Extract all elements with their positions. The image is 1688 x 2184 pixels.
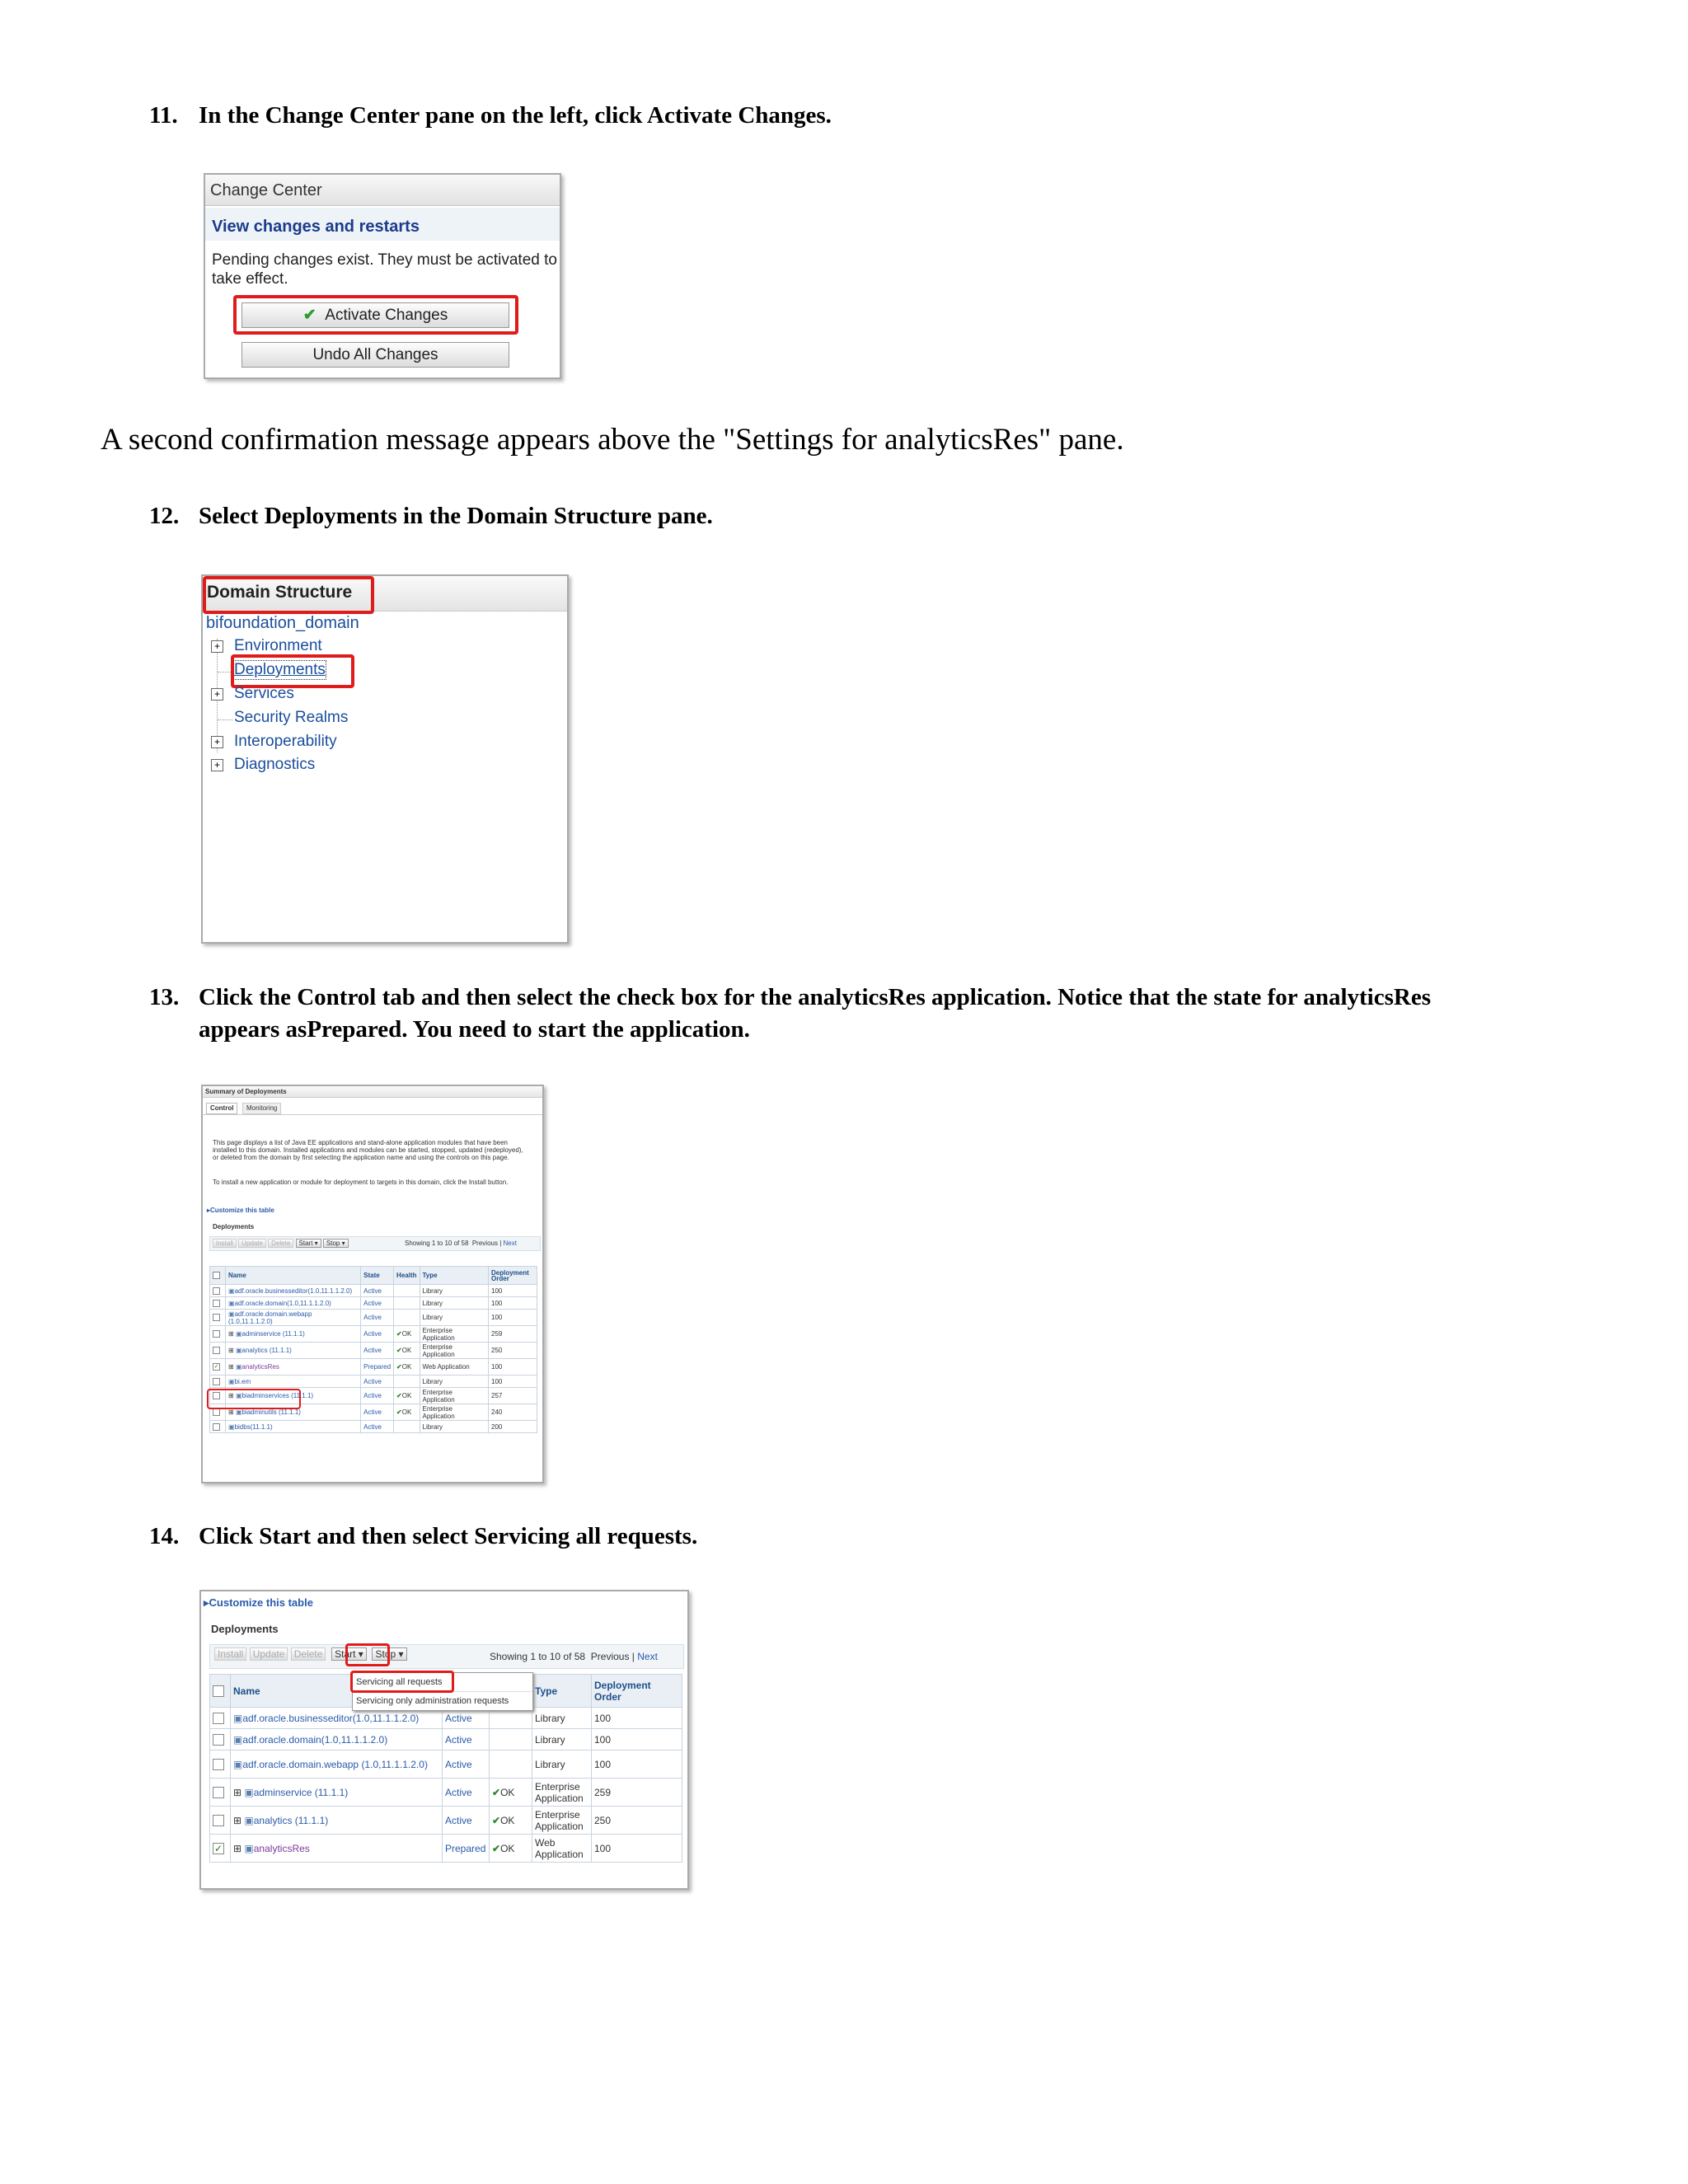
- expand-icon[interactable]: ⊞: [233, 1814, 242, 1826]
- stop-button[interactable]: Stop ▾: [323, 1239, 349, 1248]
- row-checkbox[interactable]: [213, 1347, 220, 1354]
- app-icon: ▣: [228, 1286, 235, 1295]
- previous-link[interactable]: Previous: [471, 1240, 498, 1247]
- app-name-link[interactable]: adf.oracle.businesseditor(1.0,11.1.1.2.0): [234, 1286, 353, 1295]
- checkmark-icon: ✔: [396, 1330, 402, 1338]
- checkmark-icon: ✔: [396, 1363, 402, 1371]
- column-deployment-order[interactable]: Deployment Order: [489, 1267, 537, 1285]
- menu-servicing-all[interactable]: Servicing all requests: [356, 1677, 443, 1687]
- row-checkbox[interactable]: [213, 1423, 220, 1431]
- column-deployment-order[interactable]: Deployment Order: [592, 1675, 682, 1708]
- row-checkbox[interactable]: [213, 1330, 220, 1338]
- app-order: 100: [491, 1377, 503, 1385]
- app-name-link[interactable]: adf.oracle.domain.webapp (1.0,11.1.1.2.0): [242, 1758, 428, 1770]
- app-name-link[interactable]: analyticsRes: [241, 1363, 279, 1371]
- expand-icon[interactable]: +: [211, 640, 223, 653]
- app-order: 100: [594, 1733, 612, 1746]
- tree-interoperability[interactable]: Interoperability: [234, 733, 337, 750]
- app-icon: ▣: [244, 1842, 254, 1854]
- app-type: Library: [422, 1299, 443, 1307]
- row-checkbox[interactable]: [213, 1787, 224, 1798]
- highlight-box: [231, 654, 354, 688]
- showing-count: Showing 1 to 10 of 58: [405, 1240, 469, 1247]
- expand-icon[interactable]: ⊞: [228, 1363, 234, 1371]
- app-health: OK: [500, 1786, 515, 1798]
- app-icon: ▣: [235, 1392, 242, 1399]
- app-name-link[interactable]: adf.oracle.domain(1.0,11.1.1.2.0): [242, 1733, 388, 1746]
- app-icon: ▣: [235, 1408, 242, 1416]
- app-state: Active: [445, 1758, 472, 1770]
- next-link[interactable]: Next: [503, 1240, 517, 1247]
- tab-monitoring[interactable]: Monitoring: [242, 1103, 281, 1114]
- expand-icon[interactable]: ⊞: [228, 1392, 234, 1399]
- app-name-link[interactable]: adminservice (11.1.1): [241, 1330, 305, 1338]
- row-checkbox[interactable]: [213, 1378, 220, 1385]
- next-link[interactable]: Next: [637, 1651, 658, 1662]
- column-health[interactable]: Health: [394, 1267, 420, 1285]
- app-order: 100: [491, 1299, 503, 1307]
- checkmark-icon: ✔: [492, 1814, 501, 1826]
- column-name[interactable]: Name: [231, 1675, 443, 1708]
- highlight-box: [203, 576, 374, 614]
- deployments-heading: Deployments: [213, 1223, 255, 1230]
- summary-deployments-panel: Summary of Deployments Control Monitoring This page displays a list of Java EE applications and stand-alone application modules that have been installed to this domain. Installed applications and modules can be started, stopped, updated (redeployed), or deleted from the domain by first selecting the application name and using the controls on this page. To install a new application or module for deployment to targets in this domain, click the Install button. ▸Customize this table Deployments Install Update Delete Start ▾ Stop ▾ Showing 1 to 10 of 58 Previous | Next Name State Health Type Deployment Order ▣adf.oracle.businesseditor(1.0,11.1.1.2.0) Active Library 100 ▣adf.oracle.domain(1.0,11.1.1.2.0) Active Library 100 ▣adf.oracle.domain.webapp (1.0,11.1.1.2.0) Active Library 100 ⊞ ▣adminservice (11.1.1) Active ✔OK Enterprise Application 259 ⊞ ▣analytics (11.1.1) Active ✔OK Enterprise Application 250 ✓ ⊞ ▣analyticsRes Prepared ✔OK Web Application 100 ▣bi.em Active Library 100 ⊞ ▣biadminservices (11.1.1) Active ✔OK Enterprise Application 257 ⊞ ▣biadminutils (11.1.1) Active ✔OK Enterprise Application 240 ▣bidbs(11.1.1) Active Library 200: [201, 1085, 544, 1483]
- checkmark-icon: ✔: [396, 1392, 402, 1399]
- app-icon: ▣: [233, 1712, 243, 1724]
- table-row: [210, 1310, 537, 1326]
- app-order: 259: [491, 1330, 503, 1338]
- customize-table-link[interactable]: ▸Customize this table: [207, 1207, 274, 1214]
- triangle-icon: ▸: [204, 1596, 209, 1609]
- app-order: 100: [594, 1758, 612, 1770]
- app-order: 257: [491, 1392, 503, 1399]
- row-checkbox[interactable]: [213, 1815, 224, 1826]
- column-state[interactable]: State: [361, 1267, 394, 1285]
- checkmark-icon: ✔: [492, 1786, 501, 1798]
- undo-all-changes-button[interactable]: Undo All Changes: [241, 342, 509, 368]
- app-type: Enterprise Application: [535, 1808, 584, 1832]
- start-button[interactable]: Start ▾: [296, 1239, 321, 1248]
- app-name-link[interactable]: adf.oracle.businesseditor(1.0,11.1.1.2.0): [242, 1712, 420, 1724]
- domain-structure-title: Domain Structure: [207, 583, 353, 602]
- app-state: Prepared: [363, 1363, 392, 1371]
- expand-icon[interactable]: ⊞: [233, 1786, 242, 1798]
- table-row: [210, 1750, 682, 1779]
- activate-changes-button[interactable]: ✔ Activate Changes: [241, 302, 509, 328]
- change-center-panel: [204, 173, 561, 379]
- change-center-title: Change Center: [205, 175, 560, 206]
- menu-servicing-admin[interactable]: Servicing only administration requests: [353, 1691, 532, 1710]
- app-health: OK: [500, 1842, 515, 1854]
- app-type: Library: [535, 1758, 565, 1770]
- row-checkbox[interactable]: [213, 1734, 224, 1746]
- app-state: Active: [445, 1786, 472, 1798]
- tab-control[interactable]: Control: [206, 1103, 237, 1114]
- confirmation-paragraph: A second confirmation message appears above the "Settings for analyticsRes" pane.: [101, 423, 1124, 457]
- app-order: 100: [594, 1842, 612, 1854]
- customize-table-link[interactable]: ▸Customize this table: [204, 1596, 313, 1609]
- table-row: [210, 1359, 537, 1376]
- expand-icon[interactable]: ⊞: [233, 1842, 242, 1854]
- row-checkbox[interactable]: [213, 1300, 220, 1307]
- table-row: [210, 1285, 537, 1297]
- highlight-box: [207, 1389, 301, 1409]
- select-all-checkbox[interactable]: [213, 1685, 224, 1697]
- table-row: [210, 1297, 537, 1310]
- app-icon: ▣: [235, 1330, 242, 1338]
- app-state: Active: [363, 1392, 382, 1399]
- app-name-link[interactable]: biadminservices (11.1.1): [241, 1392, 314, 1399]
- triangle-icon: ▸: [207, 1207, 211, 1214]
- app-icon: ▣: [228, 1310, 235, 1318]
- app-type: Enterprise Application: [422, 1343, 455, 1358]
- app-order: 100: [491, 1363, 503, 1371]
- tree-environment[interactable]: Environment: [234, 637, 322, 654]
- app-order: 240: [491, 1408, 503, 1416]
- table-row: [210, 1835, 682, 1863]
- app-health: OK: [401, 1392, 412, 1399]
- step-11: 11. In the Change Center pane on the left, click Activate Changes.: [149, 102, 832, 129]
- checkmark-icon: ✔: [396, 1347, 402, 1354]
- app-order: 100: [594, 1712, 612, 1724]
- app-health: OK: [500, 1814, 515, 1826]
- step-14: 14. Click Start and then select Servicing all requests.: [149, 1523, 698, 1549]
- expand-icon[interactable]: +: [211, 759, 223, 771]
- app-name-link[interactable]: bidbs(11.1.1): [234, 1422, 273, 1431]
- app-type: Library: [422, 1422, 443, 1431]
- start-button[interactable]: Start ▾: [331, 1647, 367, 1661]
- app-icon: ▣: [244, 1786, 254, 1798]
- tree-deployments[interactable]: Deployments: [234, 661, 326, 678]
- app-name-link[interactable]: analytics (11.1.1): [253, 1814, 329, 1826]
- app-health: OK: [401, 1330, 412, 1338]
- tree-security-realms[interactable]: Security Realms: [234, 709, 349, 726]
- app-type: Enterprise Application: [422, 1388, 455, 1404]
- pending-message: Pending changes exist. They must be activated to take effect.: [212, 251, 557, 288]
- app-icon: ▣: [228, 1422, 235, 1431]
- app-state: Active: [363, 1422, 382, 1431]
- table-row: [210, 1343, 537, 1359]
- app-type: Library: [422, 1314, 443, 1321]
- highlight-box: [350, 1671, 454, 1693]
- expand-icon[interactable]: +: [211, 688, 223, 701]
- app-state: Active: [363, 1377, 382, 1385]
- app-icon: ▣: [228, 1299, 235, 1307]
- update-button[interactable]: Update: [238, 1239, 266, 1248]
- column-type[interactable]: Type: [420, 1267, 489, 1285]
- app-name-link[interactable]: adf.oracle.domain(1.0,11.1.1.2.0): [234, 1299, 331, 1307]
- install-button[interactable]: Install: [213, 1239, 237, 1248]
- app-state: Active: [445, 1733, 472, 1746]
- app-order: 250: [594, 1814, 612, 1826]
- app-order: 259: [594, 1786, 612, 1798]
- app-health: OK: [401, 1347, 412, 1354]
- app-order: 250: [491, 1347, 503, 1354]
- start-menu-panel: ▸Customize this table Deployments Install Update Delete Start ▾ Stop ▾ Showing 1 to 10 of 58 Previous | Next Name Type Deployment Order ▣adf.oracle.businesseditor(1.0,11.1.1.2.0) Active Library 100 ▣adf.oracle.domain(1.0,11.1.1.2.0) Active Library 100 ▣adf.oracle.domain.webapp (1.0,11.1.1.2.0) Active Library 100 ⊞ ▣adminservice (11.1.1) Active ✔OK Enterprise Application 259 ⊞ ▣analytics (11.1.1) Active ✔OK Enterprise Application 250 ✓ ⊞ ▣analyticsRes Prepared ✔OK Web Application 100 Servicing all requests Servicing only administration requests: [199, 1590, 689, 1890]
- app-order: 100: [491, 1286, 503, 1295]
- view-changes-link[interactable]: View changes and restarts: [212, 218, 420, 236]
- table-row: [210, 1326, 537, 1343]
- app-state: Prepared: [445, 1842, 486, 1854]
- app-order: 100: [491, 1314, 503, 1321]
- app-type: Enterprise Application: [535, 1780, 584, 1804]
- row-checkbox[interactable]: [213, 1314, 220, 1321]
- app-name-link[interactable]: biadminutils (11.1.1): [241, 1408, 301, 1416]
- app-icon: ▣: [235, 1363, 242, 1371]
- install-button[interactable]: Install: [214, 1647, 246, 1661]
- app-state: Active: [363, 1299, 382, 1307]
- app-icon: ▣: [244, 1814, 254, 1826]
- expand-icon[interactable]: ⊞: [228, 1347, 234, 1354]
- app-name-link[interactable]: bi.em: [234, 1377, 251, 1385]
- column-name[interactable]: Name: [226, 1267, 361, 1285]
- app-icon: ▣: [228, 1377, 235, 1385]
- row-checkbox[interactable]: [213, 1408, 220, 1416]
- expand-icon[interactable]: ⊞: [228, 1408, 234, 1416]
- step-12: 12. Select Deployments in the Domain Structure pane.: [149, 503, 713, 529]
- table-row: [210, 1376, 537, 1388]
- checkmark-icon: ✔: [396, 1408, 402, 1416]
- app-state: Active: [363, 1314, 382, 1321]
- summary-description: This page displays a list of Java EE applications and stand-alone application modules that have been installed to this domain. Installed applications and modules can be started, stopped, updated (redeployed), or deleted from the domain by first selecting the application name and using the controls on this page.: [213, 1139, 523, 1161]
- row-checkbox[interactable]: [213, 1287, 220, 1295]
- app-icon: ▣: [235, 1347, 242, 1354]
- previous-link[interactable]: Previous: [590, 1651, 630, 1662]
- checkmark-icon: ✔: [492, 1842, 501, 1854]
- app-name-link[interactable]: analytics (11.1.1): [241, 1347, 292, 1354]
- highlight-box: [345, 1643, 390, 1666]
- app-name-link[interactable]: analyticsRes: [253, 1842, 310, 1854]
- app-type: Web Application: [422, 1363, 470, 1371]
- row-checkbox[interactable]: [213, 1759, 224, 1770]
- app-type: Enterprise Application: [422, 1404, 455, 1420]
- app-state: Active: [445, 1712, 472, 1724]
- delete-button[interactable]: Delete: [268, 1239, 293, 1248]
- row-checkbox[interactable]: ✓: [213, 1842, 223, 1854]
- table-row: [210, 1421, 537, 1433]
- deployments-heading: Deployments: [211, 1623, 279, 1635]
- showing-count: Showing 1 to 10 of 58: [490, 1651, 586, 1662]
- row-checkbox[interactable]: ✓: [213, 1364, 219, 1371]
- domain-structure-panel: [201, 574, 569, 944]
- tree-diagnostics[interactable]: Diagnostics: [234, 756, 316, 773]
- row-checkbox[interactable]: [213, 1713, 224, 1724]
- summary-title: Summary of Deployments: [203, 1086, 542, 1098]
- app-type: Web Application: [535, 1836, 584, 1860]
- tree-services[interactable]: Services: [234, 685, 294, 702]
- stop-button[interactable]: Stop ▾: [372, 1647, 406, 1661]
- app-type: Library: [422, 1286, 443, 1295]
- app-state: Active: [445, 1814, 472, 1826]
- app-type: Library: [535, 1712, 565, 1724]
- table-row: [210, 1729, 682, 1750]
- app-icon: ▣: [233, 1733, 243, 1746]
- domain-root[interactable]: bifoundation_domain: [206, 614, 359, 632]
- app-type: Enterprise Application: [422, 1326, 455, 1342]
- app-state: Active: [363, 1347, 382, 1354]
- column-type[interactable]: Type: [532, 1675, 592, 1708]
- app-type: Library: [422, 1377, 443, 1385]
- app-name-link[interactable]: adminservice (11.1.1): [253, 1786, 349, 1798]
- update-button[interactable]: Update: [250, 1647, 288, 1661]
- app-order: 200: [491, 1422, 503, 1431]
- select-all-checkbox[interactable]: [213, 1272, 220, 1279]
- app-state: Active: [363, 1408, 382, 1416]
- app-icon: ▣: [233, 1758, 243, 1770]
- app-health: OK: [401, 1408, 412, 1416]
- app-state: Active: [363, 1330, 382, 1338]
- delete-button[interactable]: Delete: [291, 1647, 326, 1661]
- step-13: 13. Click the Control tab and then select the check box for the analyticsRes application. Notice that the state for analyticsRes appears asPrepared. You need to start the application.: [149, 984, 1431, 1043]
- app-state: Active: [363, 1286, 382, 1295]
- checkmark-icon: ✔: [302, 307, 316, 324]
- expand-icon[interactable]: ⊞: [228, 1330, 234, 1338]
- app-type: Library: [535, 1733, 565, 1746]
- highlight-box: [233, 295, 518, 335]
- table-row: [210, 1807, 682, 1835]
- expand-icon[interactable]: +: [211, 736, 223, 748]
- install-hint: To install a new application or module for deployment to targets in this domain, click the Install button.: [213, 1179, 509, 1186]
- app-health: OK: [401, 1363, 412, 1371]
- app-name-link[interactable]: adf.oracle.domain.webapp (1.0,11.1.1.2.0): [228, 1310, 312, 1325]
- table-row: [210, 1779, 682, 1807]
